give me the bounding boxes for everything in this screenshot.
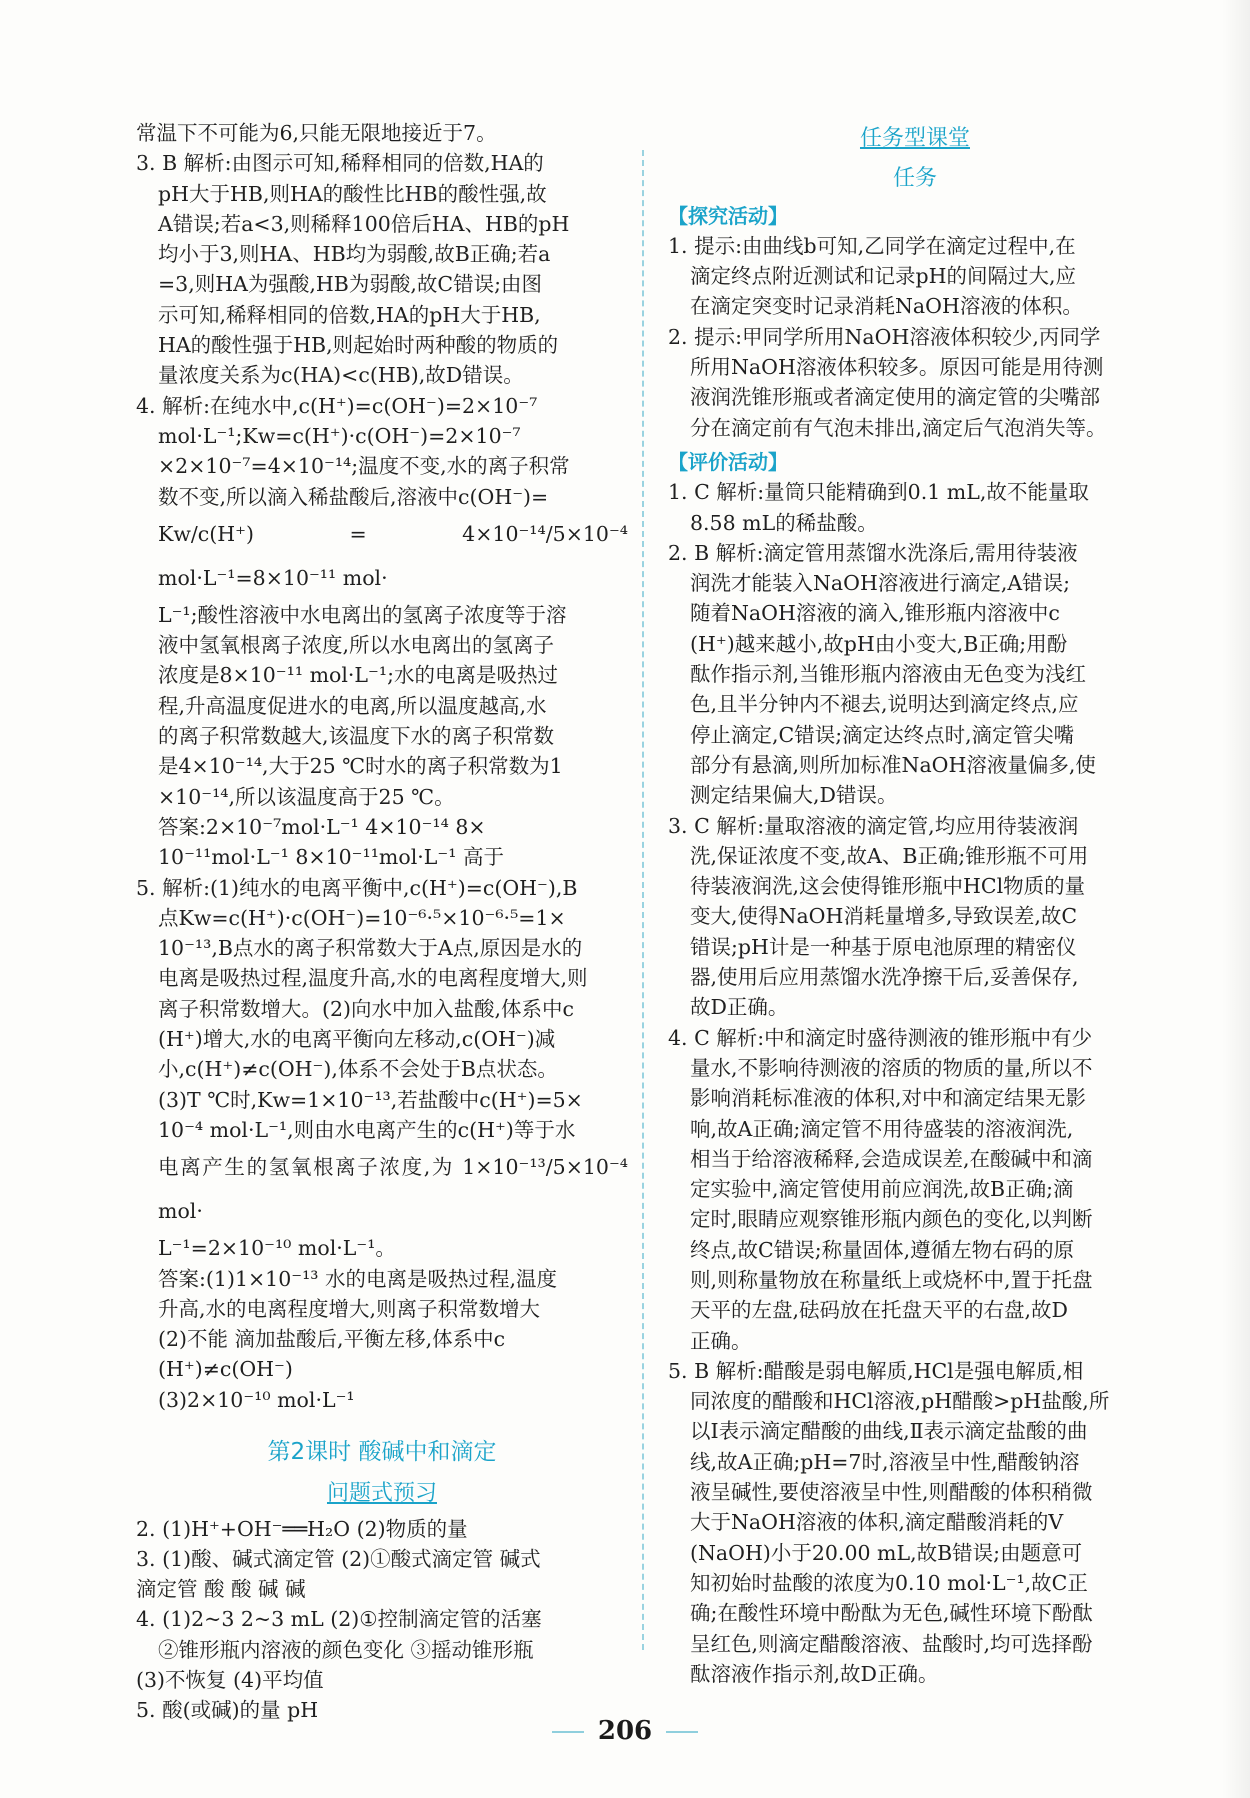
evaluate-line: 变大,使得NaOH消耗量增多,导致误差,故C — [690, 904, 1078, 929]
evaluate-line: (H⁺)越来越小,故pH由小变大,B正确;用酚 — [690, 631, 1068, 656]
evaluate-line: 同浓度的醋酸和HCl溶液,pH醋酸>pH盐酸,所 — [690, 1389, 1110, 1414]
task-title: 任务 — [892, 166, 937, 192]
explore-line: 所用NaOH溶液体积较多。原因可能是用待测 — [690, 355, 1104, 380]
text-line: 10⁻¹³,B点水的离子积常数大于A点,原因是水的 — [158, 936, 583, 961]
answer-line: (3)2×10⁻¹⁰ mol·L⁻¹ — [158, 1387, 355, 1412]
text-line: 数不变,所以滴入稀盐酸后,溶液中c(OH⁻)= — [158, 484, 549, 509]
evaluate-line: 测定结果偏大,D错误。 — [690, 783, 898, 808]
text-line: 10⁻⁴ mol·L⁻¹,则由水电离产生的c(H⁺)等于水 — [158, 1117, 576, 1142]
explore-line: 分在滴定前有气泡未排出,滴定后气泡消失等。 — [690, 415, 1107, 440]
evaluate-line: 响,故A正确;滴定管不用待盛装的溶液润洗, — [690, 1116, 1074, 1141]
answer-line: (2)不能 滴加盐酸后,平衡左移,体系中c — [158, 1327, 506, 1352]
answer-5-line: 5. 解析:(1)纯水的电离平衡中,c(H⁺)=c(OH⁻),B — [136, 875, 578, 900]
text-line: ×2×10⁻⁷=4×10⁻¹⁴;温度不变,水的离子积常 — [158, 454, 570, 479]
left-column — [136, 118, 628, 1726]
text-line: 程,升高温度促进水的电离,所以温度越高,水 — [158, 693, 547, 718]
page-number — [0, 1716, 1250, 1746]
evaluate-line: 随着NaOH溶液的滴入,锥形瓶内溶液中c — [690, 601, 1060, 626]
text-line: 均小于3,则HA、HB均为弱酸,故B正确;若a — [158, 242, 551, 267]
text-line: ×10⁻¹⁴,所以该温度高于25 ℃。 — [158, 784, 455, 809]
preview-answer: 5. 酸(或碱)的量 pH — [136, 1698, 319, 1723]
answer-line: 升高,水的电离程度增大,则离子积常数增大 — [158, 1296, 541, 1321]
text-line: 离子积常数增大。(2)向水中加入盐酸,体系中c — [158, 996, 575, 1021]
evaluate-line: (NaOH)小于20.00 mL,故B错误;由题意可 — [690, 1540, 1083, 1565]
fraction-line: 电离产生的氢氧根离子浓度,为 1×10⁻¹³/5×10⁻⁴ mol· — [158, 1155, 628, 1224]
evaluate-line: 5. B 解析:醋酸是弱电解质,HCl是强电解质,相 — [668, 1358, 1084, 1383]
preview-answer: 4. (1)2~3 2~3 mL (2)①控制滴定管的活塞 — [136, 1607, 542, 1632]
text-line: 量浓度关系为c(HA)<c(HB),故D错误。 — [158, 363, 524, 388]
answer-line: 10⁻¹¹mol·L⁻¹ 8×10⁻¹¹mol·L⁻¹ 高于 — [158, 845, 504, 870]
evaluate-line: 以Ⅰ表示滴定醋酸的曲线,Ⅱ表示滴定盐酸的曲 — [690, 1419, 1088, 1444]
evaluate-line: 酞溶液作指示剂,故D正确。 — [690, 1661, 939, 1686]
answer-3-line: 3. B 解析:由图示可知,稀释相同的倍数,HA的 — [136, 151, 544, 176]
preview-answer: (3)不恢复 (4)平均值 — [136, 1668, 324, 1693]
evaluate-line: 量水,不影响待测液的溶质的物质的量,所以不 — [690, 1055, 1093, 1080]
text-line: A错误;若a<3,则稀释100倍后HA、HB的pH — [158, 211, 570, 236]
text-line: (3)T ℃时,Kw=1×10⁻¹³,若盐酸中c(H⁺)=5× — [158, 1087, 583, 1112]
text-line: L⁻¹=2×10⁻¹⁰ mol·L⁻¹。 — [158, 1236, 396, 1261]
evaluate-line: 停止滴定,C错误;滴定达终点时,滴定管尖嘴 — [690, 722, 1075, 747]
explore-line: 液润洗锥形瓶或者滴定使用的滴定管的尖嘴部 — [690, 385, 1100, 410]
text-line: =3,则HA为强酸,HB为弱酸,故C错误;由图 — [158, 272, 542, 297]
evaluate-line: 洗,保证浓度不变,故A、B正确;锥形瓶不可用 — [690, 843, 1089, 868]
evaluate-line: 1. C 解析:量筒只能精确到0.1 mL,故不能量取 — [668, 480, 1089, 505]
page-number-dash-left — [552, 1731, 584, 1733]
evaluate-line: 相当于给溶液稀释,会造成误差,在酸碱中和滴 — [690, 1146, 1093, 1171]
evaluate-line: 天平的左盘,砝码放在托盘天平的右盘,故D — [690, 1298, 1068, 1323]
preview-answer: 2. (1)H⁺+OH⁻══H₂O (2)物质的量 — [136, 1516, 468, 1541]
evaluate-line: 定实验中,滴定管使用前应润洗,故B正确;滴 — [690, 1177, 1074, 1202]
answer-line: (H⁺)≠c(OH⁻) — [158, 1357, 293, 1382]
evaluate-line: 影响消耗标准液的体积,对中和滴定结果无影 — [690, 1086, 1087, 1111]
explore-line: 滴定终点附近测试和记录pH的间隔过大,应 — [690, 264, 1077, 289]
text-line: 小,c(H⁺)≠c(OH⁻),体系不会处于B点状态。 — [158, 1057, 558, 1082]
evaluate-line: 液呈碱性,要使溶液呈中性,则醋酸的体积稍微 — [690, 1480, 1093, 1505]
evaluate-line: 正确。 — [690, 1328, 752, 1353]
evaluate-line: 大于NaOH溶液的体积,滴定醋酸消耗的V — [690, 1510, 1064, 1535]
evaluate-line: 3. C 解析:量取溶液的滴定管,均应用待装液润 — [668, 813, 1079, 838]
preview-answer: 滴定管 酸 酸 碱 碱 — [136, 1577, 306, 1602]
evaluate-line: 4. C 解析:中和滴定时盛待测液的锥形瓶中有少 — [668, 1025, 1093, 1050]
page-edge-shadow — [1222, 0, 1250, 1798]
explore-line: 1. 提示:由曲线b可知,乙同学在滴定过程中,在 — [668, 233, 1076, 258]
preview-answer: 3. (1)酸、碱式滴定管 (2)①酸式滴定管 碱式 — [136, 1546, 541, 1571]
evaluate-line: 错误;pH计是一种基于原电池原理的精密仪 — [690, 934, 1077, 959]
text-line: 浓度是8×10⁻¹¹ mol·L⁻¹;水的电离是吸热过 — [158, 663, 558, 688]
page-number-dash-right — [666, 1731, 698, 1733]
section-title: 任务型课堂 — [859, 126, 970, 151]
text-line: 的离子积常数越大,该温度下水的离子积常数 — [158, 724, 555, 749]
evaluate-line: 2. B 解析:滴定管用蒸馏水洗涤后,需用待装液 — [668, 540, 1078, 565]
text-line: L⁻¹;酸性溶液中水电离出的氢离子浓度等于溶 — [158, 602, 567, 627]
answer-4-line: 4. 解析:在纯水中,c(H⁺)=c(OH⁻)=2×10⁻⁷ — [136, 393, 538, 418]
evaluate-line: 定时,眼睛应观察锥形瓶内颜色的变化,以判断 — [690, 1207, 1093, 1232]
text-line: (H⁺)增大,水的电离平衡向左移动,c(OH⁻)减 — [158, 1027, 556, 1052]
page-number-value: 206 — [597, 1716, 653, 1746]
evaluate-line: 器,使用后应用蒸馏水洗净擦干后,妥善保存, — [690, 965, 1079, 990]
preview-subtitle: 问题式预习 — [326, 1481, 437, 1507]
lesson-title: 第2课时 酸碱中和滴定 — [267, 1438, 497, 1465]
text-line: 是4×10⁻¹⁴,大于25 ℃时水的离子积常数为1 — [158, 754, 563, 779]
evaluate-line: 润洗才能装入NaOH溶液进行滴定,A错误; — [690, 571, 1071, 596]
evaluate-line: 呈红色,则滴定醋酸溶液、盐酸时,均可选择酚 — [690, 1631, 1093, 1656]
text-line: 点Kw=c(H⁺)·c(OH⁻)=10⁻⁶·⁵×10⁻⁶·⁵=1× — [158, 905, 566, 930]
explore-line: 在滴定突变时记录消耗NaOH溶液的体积。 — [690, 294, 1083, 319]
text-line: pH大于HB,则HA的酸性比HB的酸性强,故 — [158, 181, 547, 206]
text-line: 示可知,稀释相同的倍数,HA的pH大于HB, — [158, 302, 541, 327]
text-line: 液中氢氧根离子浓度,所以水电离出的氢离子 — [158, 633, 555, 658]
right-column — [668, 118, 1162, 1689]
evaluate-line: 终点,故C错误;称量固体,遵循左物右码的原 — [690, 1237, 1075, 1262]
text-line: 电离是吸热过程,温度升高,水的电离程度增大,则 — [158, 966, 588, 991]
evaluate-line: 则,则称量物放在称量纸上或烧杯中,置于托盘 — [690, 1267, 1093, 1292]
column-divider — [642, 150, 644, 1650]
text-line: HA的酸性强于HB,则起始时两种酸的物质的 — [158, 333, 559, 358]
fraction-line: Kw/c(H⁺) = 4×10⁻¹⁴/5×10⁻⁴ mol·L⁻¹=8×10⁻¹¹ mol· — [158, 521, 628, 590]
text-line: mol·L⁻¹;Kw=c(H⁺)·c(OH⁻)=2×10⁻⁷ — [158, 423, 521, 448]
evaluate-line: 部分有悬滴,则所加标准NaOH溶液量偏多,使 — [690, 752, 1096, 777]
evaluate-line: 色,且半分钟内不褪去,说明达到滴定终点,应 — [690, 692, 1079, 717]
evaluate-line: 酞作指示剂,当锥形瓶内溶液由无色变为浅红 — [690, 662, 1087, 687]
evaluate-line: 知初始时盐酸的浓度为0.10 mol·L⁻¹,故C正 — [690, 1570, 1088, 1595]
preview-answer: ②锥形瓶内溶液的颜色变化 ③摇动锥形瓶 — [158, 1637, 534, 1662]
explore-line: 2. 提示:甲同学所用NaOH溶液体积较少,丙同学 — [668, 324, 1101, 349]
evaluate-line: 待装液润洗,这会使得锥形瓶中HCl物质的量 — [690, 874, 1086, 899]
evaluate-line: 8.58 mL的稀盐酸。 — [690, 510, 878, 535]
answer-line: 答案:2×10⁻⁷mol·L⁻¹ 4×10⁻¹⁴ 8× — [158, 814, 486, 839]
text-line: 常温下不可能为6,只能无限地接近于7。 — [136, 121, 497, 145]
evaluate-line: 故D正确。 — [690, 995, 789, 1020]
evaluate-line: 确;在酸性环境中酚酞为无色,碱性环境下酚酞 — [690, 1601, 1093, 1626]
evaluate-activity-tag: 【评价活动】 — [668, 449, 788, 474]
explore-activity-tag: 【探究活动】 — [668, 203, 788, 228]
evaluate-line: 线,故A正确;pH=7时,溶液呈中性,醋酸钠溶 — [690, 1449, 1080, 1474]
answer-line: 答案:(1)1×10⁻¹³ 水的电离是吸热过程,温度 — [158, 1266, 558, 1291]
